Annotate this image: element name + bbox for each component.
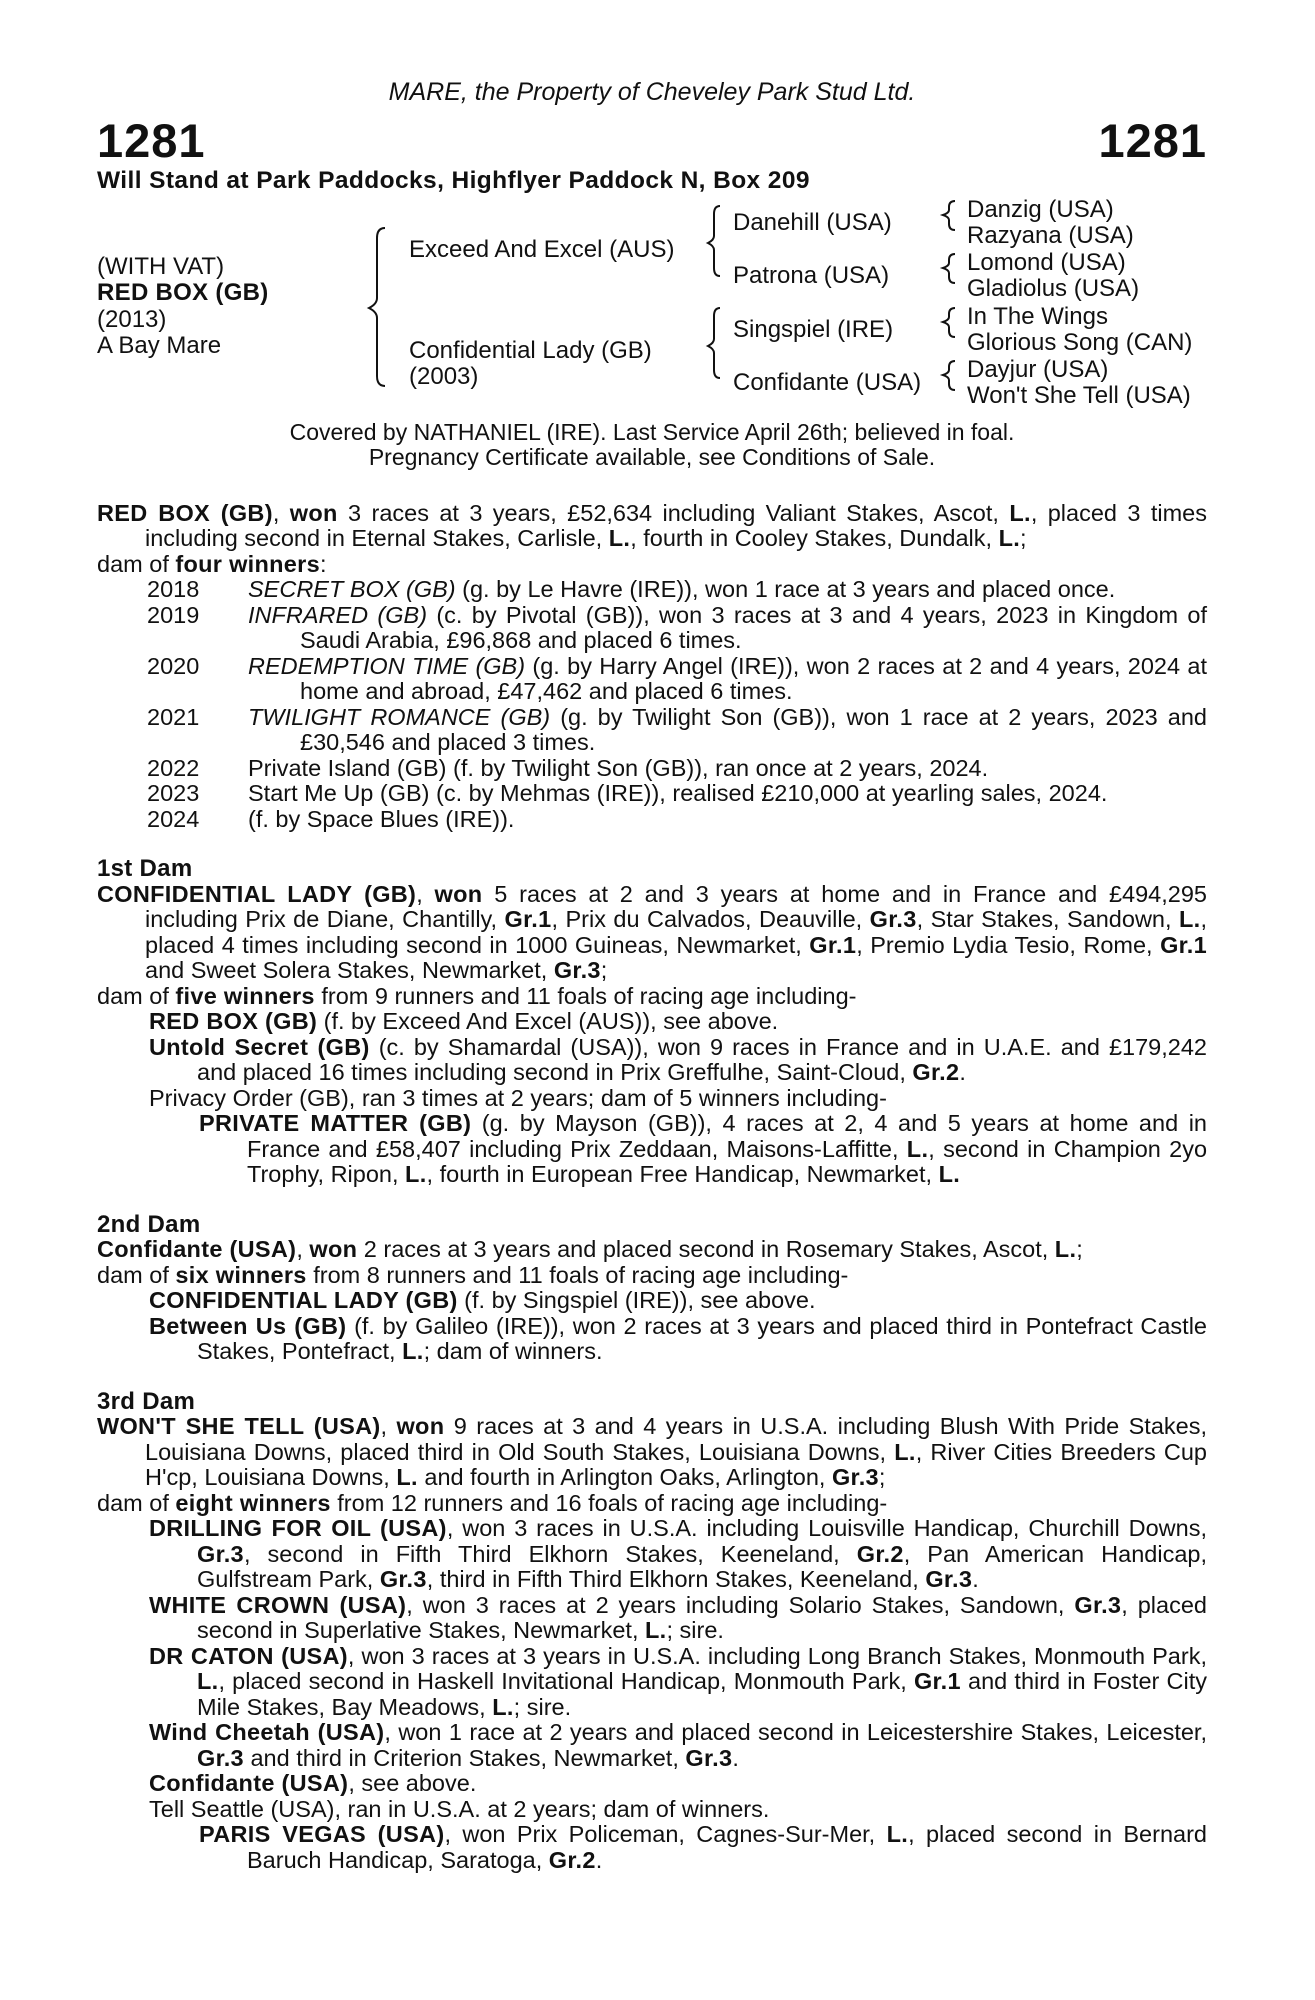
ggs-8: Won't She Tell (USA) — [967, 381, 1191, 409]
sire-name: Exceed And Excel (AUS) — [409, 235, 675, 263]
foal-record — [248, 705, 1207, 756]
ggs-1: Danzig (USA) — [967, 195, 1114, 223]
vat-note: (WITH VAT) — [97, 252, 225, 280]
foal-row — [97, 756, 1207, 782]
first-dam-offspring-1: RED BOX (GB) (f. by Exceed And Excel (AUS)), see above. — [149, 1008, 779, 1034]
first-dam-offspring-2: Untold Secret (GB) (c. by Shamardal (USA)), won 9 races in France and in U.A.E. and £179,242 and placed 16 times including second in Prix Greffulhe, Saint-Cloud, Gr.2. — [149, 1033, 1207, 1085]
foal-text: (g. by Le Havre (IRE)), won 1 race at 3 years and placed once. — [455, 576, 1116, 602]
foal-row — [97, 781, 1207, 807]
horse-year: (2013) — [97, 305, 167, 333]
foal-year: 2019 — [147, 601, 200, 628]
foal-text: (c. by Pivotal (GB)), won 3 races at 3 and 4 years, 2023 in Kingdom of Saudi Arabia, £96,868 and placed 6 times. — [300, 601, 1208, 653]
foal-record — [248, 577, 1207, 603]
dam-year: (2003) — [409, 362, 479, 390]
foal-name: INFRARED (GB) — [248, 601, 428, 628]
third-dam-offspring-1: DRILLING FOR OIL (USA), won 3 races in U.S.A. including Louisville Handicap, Churchill Downs, Gr.3, second in Fifth Third Elkhorn Stakes, Keeneland, Gr.2, Pan American Handicap, Gulfstream Park, Gr.3, third in Fifth Third Elkhorn Stakes, Keeneland, Gr.3. — [149, 1515, 1207, 1592]
foal-row — [97, 654, 1207, 705]
third-dam-section — [97, 1389, 1207, 1874]
first-dam-produce: dam of five winners from 9 runners and 11 foals of racing age including- — [97, 982, 857, 1009]
second-dam-record: Confidante (USA), won 2 races at 3 years and placed second in Rosemary Stakes, Ascot, L.; — [97, 1236, 1083, 1262]
sire-brace — [708, 206, 720, 276]
foal-text: Start Me Up (GB) (c. by Mehmas (IRE)), realised £210,000 at yearling sales, 2024. — [248, 780, 1108, 806]
foal-row — [97, 577, 1207, 603]
third-dam-offspring-2: WHITE CROWN (USA), won 3 races at 2 years including Solario Stakes, Sandown, Gr.3, placed second in Superlative Stakes, Newmarket, L.; sire. — [149, 1591, 1207, 1643]
dam-name: Confidential Lady (GB) — [409, 336, 652, 364]
lot-number-left: 1281 — [97, 114, 206, 167]
foal-name: REDEMPTION TIME (GB) — [248, 652, 526, 679]
third-dam-grand-offspring: PARIS VEGAS (USA), won Prix Policeman, Cagnes-Sur-Mer, L., placed second in Bernard Baruch Handicap, Saratoga, Gr.2. — [199, 1821, 1207, 1873]
third-dam-record: WON'T SHE TELL (USA), won 9 races at 3 and 4 years in U.S.A. including Blush With Pride Stakes, Louisiana Downs, placed third in Old South Stakes, Louisiana Downs, L., River Cities Breeders Cup H'cp, Louisiana Downs, L. and fourth in Arlington Oaks, Arlington, Gr.3; — [97, 1413, 1208, 1490]
first-dam-section — [97, 856, 1207, 1188]
foal-row — [97, 705, 1207, 756]
third-dam-heading: 3rd Dam — [97, 1387, 196, 1415]
produce-summary: RED BOX (GB), won 3 races at 3 years, £52,634 including Valiant Stakes, Ascot, L., placed 3 times including second in Eternal Stakes, Carlisle, L., fourth in Cooley Stakes, Dundalk, L.; — [97, 499, 1207, 551]
produce-record — [97, 501, 1207, 833]
second-dam-offspring-1: CONFIDENTIAL LADY (GB) (f. by Singspiel (IRE)), see above. — [149, 1287, 816, 1313]
foal-name: TWILIGHT ROMANCE (GB) — [248, 703, 551, 730]
third-dam-produce: dam of eight winners from 12 runners and 16 foals of racing age including- — [97, 1489, 888, 1516]
catalogue-page — [97, 80, 1207, 1873]
ggs-2: Razyana (USA) — [967, 221, 1134, 249]
produce-dam-of: dam of four winners: — [97, 550, 327, 577]
first-dam-heading: 1st Dam — [97, 855, 193, 882]
horse-name: RED BOX (GB) — [97, 278, 269, 306]
brace-ds — [943, 308, 955, 337]
foal-year: 2018 — [147, 576, 200, 602]
sire-dam: Patrona (USA) — [733, 261, 890, 289]
first-dam-record: CONFIDENTIAL LADY (GB), won 5 races at 2 and 3 years at home and in France and £494,295 including Prix de Diane, Chantilly, Gr.1, Prix du Calvados, Deauville, Gr.3, Star Stakes, Sandown, L., placed 4 times including second in 1000 Guineas, Newmarket, Gr.1, Premio Lydia Tesio, Rome, Gr.1 and Sweet Solera Stakes, Newmarket, Gr.3; — [97, 880, 1207, 983]
foal-name: SECRET BOX (GB) — [248, 576, 456, 602]
third-dam-offspring-5: Confidante (USA), see above. — [149, 1770, 477, 1796]
dam-dam: Confidante (USA) — [733, 368, 922, 396]
second-dam-produce: dam of six winners from 8 runners and 11 foals of racing age including- — [97, 1261, 849, 1288]
third-dam-offspring-3: DR CATON (USA), won 3 races at 3 years in U.S.A. including Long Branch Stakes, Monmouth Park, L., placed second in Haskell Invitational Handicap, Monmouth Park, Gr.1 and third in Foster City Mile Stakes, Bay Meadows, L.; sire. — [149, 1642, 1207, 1720]
sire-sire: Danehill (USA) — [733, 208, 892, 236]
brace-sd — [943, 254, 955, 283]
foal-record — [248, 603, 1207, 654]
lot-number-right: 1281 — [1098, 114, 1207, 167]
ggs-7: Dayjur (USA) — [967, 355, 1109, 383]
first-dam-offspring-3: Privacy Order (GB), ran 3 times at 2 years; dam of 5 winners including- — [149, 1084, 887, 1111]
dam-sire: Singspiel (IRE) — [733, 315, 894, 343]
ggs-3: Lomond (USA) — [967, 248, 1126, 276]
foal-year: 2024 — [147, 805, 200, 832]
foal-year: 2023 — [147, 780, 200, 806]
foal-text: (f. by Space Blues (IRE)). — [248, 805, 515, 832]
foal-record — [248, 807, 1207, 833]
foal-row — [97, 807, 1207, 833]
foal-record — [248, 654, 1207, 705]
first-dam-grand-offspring: PRIVATE MATTER (GB) (g. by Mayson (GB)), 4 races at 2, 4 and 5 years at home and in France and £58,407 including Prix Zeddaan, Maisons-Laffitte, L., second in Champion 2yo Trophy, Ripon, L., fourth in European Free Handicap, Newmarket, L. — [199, 1110, 1208, 1187]
foal-record — [248, 781, 1207, 807]
foal-text: (g. by Harry Angel (IRE)), won 2 races at 2 and 4 years, 2024 at home and abroad, £47,462 and placed 6 times. — [300, 652, 1207, 704]
main-brace — [369, 228, 385, 386]
foal-text: Private Island (GB) (f. by Twilight Son (GB)), ran once at 2 years, 2024. — [248, 754, 989, 781]
second-dam-heading: 2nd Dam — [97, 1210, 201, 1238]
lot-header — [97, 78, 1207, 167]
second-dam-offspring-2: Between Us (GB) (f. by Galileo (IRE)), won 2 races at 3 years and placed third in Pontefract Castle Stakes, Pontefract, L.; dam of winners. — [149, 1312, 1207, 1364]
third-dam-offspring-6: Tell Seattle (USA), ran in U.S.A. at 2 years; dam of winners. — [149, 1795, 770, 1822]
dam-brace — [708, 308, 720, 378]
foal-row — [97, 603, 1207, 654]
pedigree-table — [97, 195, 1207, 412]
covering-note — [97, 420, 1207, 471]
covering-line-1: Covered by NATHANIEL (IRE). Last Service April 26th; believed in foal. — [289, 418, 1015, 445]
brace-dd — [943, 361, 955, 390]
covering-line-2: Pregnancy Certificate available, see Conditions of Sale. — [368, 444, 936, 470]
standing-location: Will Stand at Park Paddocks, Highflyer Paddock N, Box 209 — [97, 167, 810, 194]
horse-description: A Bay Mare — [97, 331, 222, 359]
foal-year: 2020 — [147, 652, 200, 679]
foal-year: 2022 — [147, 754, 200, 781]
brace-ss — [943, 201, 955, 230]
vendor-line: MARE, the Property of Cheveley Park Stud Ltd. — [388, 78, 916, 106]
foal-text: (g. by Twilight Son (GB)), won 1 race at 2 years, 2023 and £30,546 and placed 3 times. — [300, 703, 1207, 755]
foal-list — [97, 577, 1207, 832]
ggs-5: In The Wings — [967, 302, 1108, 330]
second-dam-section — [97, 1212, 1207, 1365]
foal-record — [248, 756, 1207, 782]
ggs-6: Glorious Song (CAN) — [967, 328, 1193, 356]
ggs-4: Gladiolus (USA) — [967, 274, 1140, 302]
third-dam-offspring-4: Wind Cheetah (USA), won 1 race at 2 years and placed second in Leicestershire Stakes, Leicester, Gr.3 and third in Criterion Stakes, Newmarket, Gr.3. — [149, 1719, 1207, 1771]
foal-year: 2021 — [147, 703, 200, 730]
